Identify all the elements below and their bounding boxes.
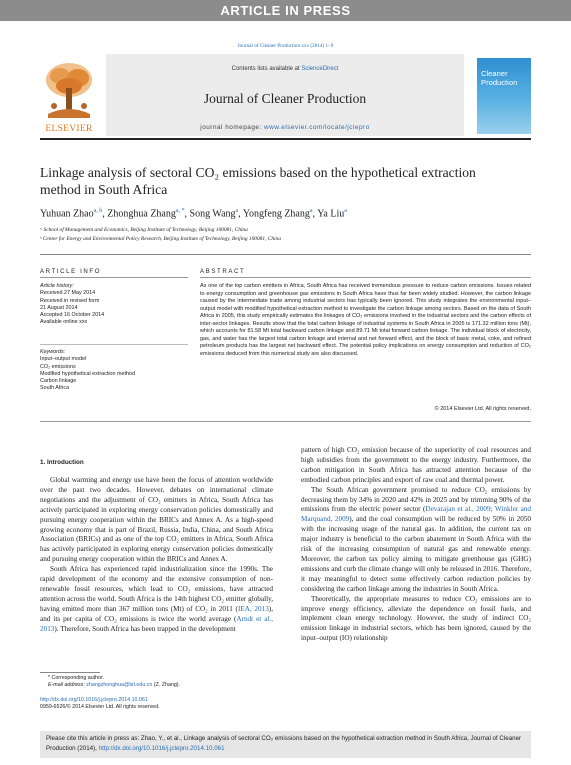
author-affiliation-marker[interactable]: a (235, 208, 239, 214)
author-name[interactable]: Song Wang (189, 208, 236, 220)
cover-title: Cleaner Production (481, 69, 518, 87)
affiliation-rule (40, 254, 531, 255)
history-label: Article history: (40, 283, 74, 289)
paragraph-text: ). Therefore, South Africa has been trapped in the development (54, 624, 236, 633)
journal-homepage-line (106, 124, 464, 131)
keyword-item: South Africa (40, 385, 70, 392)
abstract-text: As one of the top carbon emitters in Africa, South Africa has received tremendous pressure to reduce carbon emissions. Issues related to energy consumption and greenhouse gas emissions in South Africa have thus far been widely studied. However, the carbon linkage caused by the intermediate trade among industrial sectors has typically been ignored. This study integrates the environmental input–output model with modified hypothetical extraction method to investigate the carbon linkage among sectors. Based on the data of South Africa in 2005, this study empirically estimates the linkages of CO₂ emissions involved in the industrial sectors and the carbon effects of inter-sector linkages. Results show that the total carbon linkage of industrial systems in South Africa in 2005 is 171.32 million tons (Mt), which accounts for 81.58 Mt total backward carbon linkage and 89.71 Mt total forward carbon linkage. The individual block of electricity, gas, and water has the largest total carbon linkage and internal and net forward effect, and the block of basic metal, coke, and refined petroleum products has the largest net backward effect. The potential policy implications on energy consumption and reduction of CO₂ emissions deduced from this numerical study are also discussed. (200, 283, 531, 357)
journal-title[interactable]: Journal of Cleaner Production (203, 91, 367, 106)
keyword-item: Carbon linkage (40, 378, 77, 385)
section-heading-introduction: 1. Introduction (40, 459, 84, 466)
paragraph-text: South Africa has experienced rapid industrialization since the 1990s. The rapid development of the economy and the extensive consumption of non-renewable fossil resources, which lead to CO₂ emissions, have attracted attention across the world. South Africa is the 14th highest CO₂ emitter globally, having emitted more than 367 million tons (Mt) of CO₂ in 2011 ( (40, 565, 273, 613)
keyword-item: CO₂ emissions (40, 363, 76, 370)
history-entry: 21 August 2014 (40, 304, 78, 311)
doi-block (40, 697, 300, 711)
history-entry: Received in revised form (40, 297, 100, 304)
keywords-block (40, 349, 188, 393)
author-name[interactable]: Zhonghua Zhang (107, 208, 176, 220)
journal-cover-thumbnail[interactable] (477, 58, 531, 134)
author-affiliation-marker[interactable]: a (344, 208, 347, 214)
body-paragraph (301, 486, 531, 595)
body-column-left (40, 476, 273, 635)
cite-doi-link[interactable]: http://dx.doi.org/10.1016/j.jclepro.2014.10.061 (98, 744, 225, 752)
author-affiliation-marker[interactable]: a, b (93, 208, 103, 214)
keyword-item: Modified hypothetical extraction method (40, 370, 135, 377)
sciencedirect-link[interactable]: ScienceDirect (301, 66, 339, 72)
journal-header-panel (106, 54, 464, 136)
keywords-label: Keywords: (40, 349, 66, 355)
corresponding-author-footnote (48, 675, 273, 689)
history-entry: Available online xxx (40, 319, 88, 326)
author-email-link[interactable]: zhangzhonghua@bit.edu.cn (86, 682, 153, 689)
elsevier-wordmark: ELSEVIER (45, 124, 93, 134)
paragraph-text: pattern of high CO₂ emission because of the superiority of coal resources and high subsidies from the government to the energy industry. Furthermore, the carbon mitigation in South Africa has attracted attention because of the embodied carbon principles and export of raw coal and thermal power. (301, 446, 531, 484)
body-paragraph (40, 565, 273, 634)
paragraph-text: Theoretically, the appropriate measures to reduce CO₂ emissions are to improve energy efficiency, alleviate the dependence on fossil fuels, and implement clean energy technology. However, the study of indirect CO₂ emission linkage in industrial sectors, which has been ignored, caused by the input–output (IO) relationship (301, 594, 531, 643)
doi-link[interactable]: http://dx.doi.org/10.1016/j.jclepro.2014.10.061 (40, 697, 148, 703)
abstract-bottom-rule (40, 421, 531, 422)
elsevier-tree-icon (40, 58, 98, 122)
citation-link[interactable]: Devarajan et al., 2009; Winkler and Marquand, 2009 (301, 505, 531, 524)
abstract-rule (200, 277, 531, 278)
author-list: Yuhuan Zhao$^{a, b}$, Zhonghua Zhang$^{a, *}$, Song Wang$^a$, Yongfeng Zhang$^a$, Ya Liu$^a$ (40, 208, 347, 220)
body-paragraph (301, 446, 531, 486)
email-suffix: (Z. Zhang). (152, 682, 181, 689)
contents-line (106, 66, 464, 72)
author-name[interactable]: Yuhuan Zhao (40, 208, 94, 220)
issn-copyright-line: 0959-6526/© 2014 Elsevier Ltd. All rights reserved. (40, 704, 160, 711)
affiliation-b: ᵇ Center for Energy and Environmental Policy Research, Beijing Institute of Technology, Beijing 100081, China (40, 236, 281, 242)
keyword-item: Input–output model (40, 356, 87, 363)
body-paragraph (40, 476, 273, 565)
author-name[interactable]: Yongfeng Zhang (242, 208, 310, 220)
journal-homepage-link[interactable]: www.elsevier.com/locate/jclepro (264, 124, 370, 131)
author-affiliation-marker[interactable]: a, * (175, 208, 185, 214)
citation-link[interactable]: Arndt et al., 2013 (40, 614, 273, 633)
article-history (40, 283, 188, 327)
article-info-rule (40, 277, 188, 278)
author-affiliation-marker[interactable]: a (309, 208, 313, 214)
history-entry: Received 27 May 2014 (40, 290, 96, 297)
footnote-rule (40, 672, 100, 673)
email-line (48, 682, 273, 689)
elsevier-logo[interactable] (40, 58, 98, 136)
keywords-rule (40, 344, 188, 345)
abstract-copyright: © 2014 Elsevier Ltd. All rights reserved. (434, 406, 531, 412)
email-label: E-mail address: (48, 682, 87, 689)
article-info-heading: ARTICLE INFO (40, 268, 102, 275)
body-paragraph (301, 595, 531, 645)
corresponding-author-note: * Corresponding author. (48, 675, 104, 681)
header-rule (40, 138, 531, 140)
journal-header (40, 54, 531, 136)
abstract-heading: ABSTRACT (200, 268, 246, 275)
affiliation-a: ᵃ School of Management and Economics, Beijing Institute of Technology, Beijing 100081, China (40, 227, 248, 233)
article-in-press-banner: ARTICLE IN PRESS (0, 0, 571, 21)
contents-prefix: Contents lists available at (231, 66, 302, 72)
journal-reference[interactable]: Journal of Cleaner Production xxx (2014) 1–9 (237, 43, 334, 49)
citation-link[interactable]: IEA, 2013 (237, 604, 269, 613)
cite-this-article-box (40, 731, 531, 758)
paragraph-text: The South African government promised to reduce CO₂ emissions by decreasing them by 34% in 2020 and 42% in 2025 and by trimming 90% of the emissions from the electric power sector ( (301, 485, 531, 514)
paragraph-text: Global warming and energy use have been the focus of attention worldwide over the past two decades. However, debates on international climate negotiations and the adjustment of CO₂ emitters in Africa, South Africa has actively participated in exploring energy conservation policies domestically and pursuing energy cooperation within the BRICs and Annex A. As a high-speed growing economy that is part of Brazil, Russia, India, China, and South Africa Association (BRICs) and as one of the top CO₂ emitters in Africa, South Africa has actively participated in exploring energy conservation policies domestically and pursuing energy cooperation within the BRICs and Annex A. (40, 476, 273, 564)
author-name[interactable]: Ya Liu (317, 208, 345, 220)
cite-text: Please cite this article in press as: Zhao, Y., et al., Linkage analysis of sectoral CO₂ emissions based on the hypothetical extraction method in South Africa, Journal of Cleaner Production (2014), (46, 735, 522, 752)
article-title: Linkage analysis of sectoral CO₂ emissions based on the hypothetical extraction method in South Africa (40, 165, 476, 197)
history-entry: Accepted 16 October 2014 (40, 312, 105, 319)
paragraph-text: ), and its per capita of CO₂ emissions is twice the world average ( (40, 604, 273, 623)
body-column-right (301, 446, 531, 644)
homepage-prefix: journal homepage: (200, 124, 264, 131)
paragraph-text: ), and the coal consumption will be reduced by 50% in 2050 with the increasing usage of the natural gas. In addition, the current tax on major industry is beneficial to the carbon abatement in South Africa with the risk of the increasing consumption of natural gas and renewable energy. Moreover, the carbon tax policy aiming to mitigate greenhouse gas (GHG) emissions and curb the climate change will only be released in 2016. Therefore, it may meaningful to detect some effectively carbon reduction policies by considering the carbon linkage among the industries in South Africa. (301, 515, 531, 593)
